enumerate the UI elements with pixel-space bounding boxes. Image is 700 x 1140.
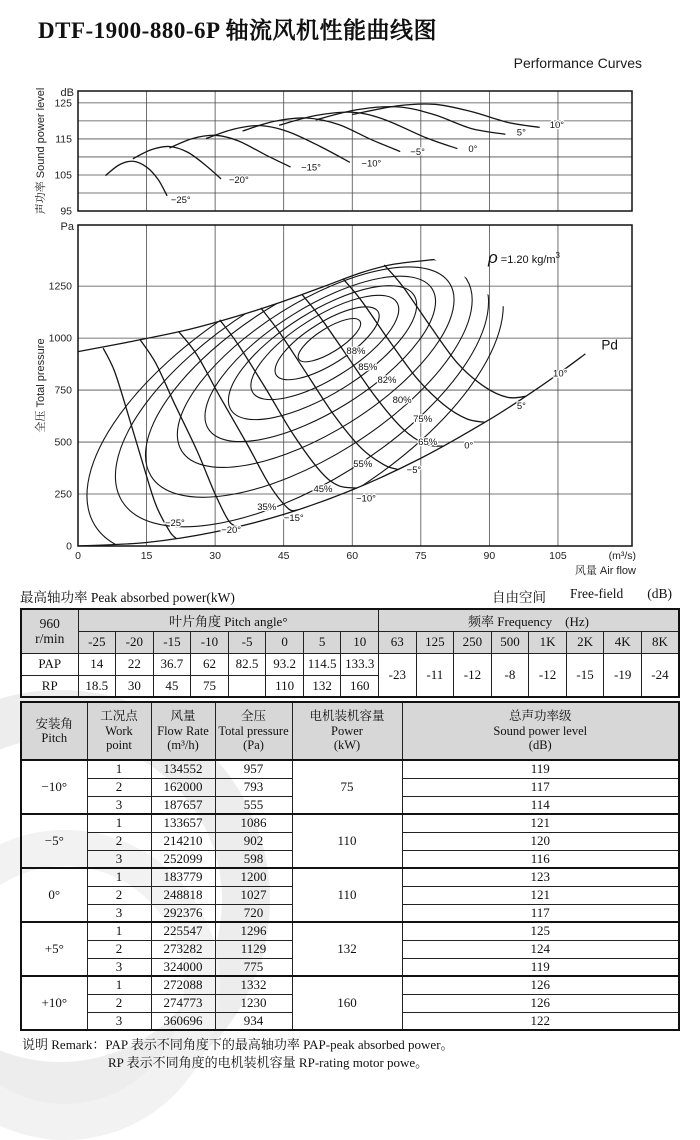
x-tick-label: 90	[483, 550, 496, 562]
flow-rate-cell: 273282	[151, 940, 215, 958]
frequency-band-col: 8K	[641, 631, 679, 653]
pressure-cell: 1129	[215, 940, 292, 958]
efficiency-label: 75%	[413, 414, 433, 426]
y-tick-label: 125	[54, 97, 72, 110]
y-tick-label: 105	[54, 169, 72, 182]
efficiency-label: 80%	[392, 394, 412, 406]
remark-label: 说明 Remark：	[22, 1037, 106, 1052]
curve-label: 5°	[516, 127, 526, 139]
pitch-angle-col: 0	[266, 631, 304, 653]
curve-label: −15°	[283, 513, 304, 525]
pap-value: 14	[78, 653, 116, 675]
work-point-cell: 3	[87, 904, 151, 922]
pressure-cell: 1086	[215, 814, 292, 832]
frequency-band-col: 250	[454, 631, 492, 653]
pap-value: 93.2	[266, 653, 304, 675]
remark-line-2: RP 表示不同角度的电机装机容量 RP-rating motor powe。	[108, 1055, 429, 1071]
pap-value: 22	[116, 653, 154, 675]
efficiency-label: 35%	[257, 502, 277, 514]
y-axis-unit: dB	[60, 87, 74, 99]
pitch-angle-col: -20	[116, 631, 154, 653]
frequency-correction-value: -11	[416, 653, 454, 697]
sound-level-cell: 123	[402, 868, 679, 886]
pitch-angle-col: 5	[303, 631, 341, 653]
flow-rate-cell: 272088	[151, 976, 215, 994]
flow-rate-cell: 292376	[151, 904, 215, 922]
x-tick-label: 45	[277, 550, 290, 562]
frequency-correction-value: -8	[491, 653, 529, 697]
x-axis-title: 风量 Air flow	[574, 565, 636, 577]
sound-curve	[105, 161, 167, 196]
y-tick-label: 750	[54, 384, 72, 397]
pap-value: 133.3	[341, 653, 379, 675]
work-point-cell: 1	[87, 922, 151, 940]
pressure-cell: 1332	[215, 976, 292, 994]
caption-row	[20, 586, 682, 606]
work-point-cell: 1	[87, 814, 151, 832]
sound-level-cell: 126	[402, 994, 679, 1012]
efficiency-label: 88%	[346, 346, 366, 358]
work-point-cell: 2	[87, 940, 151, 958]
total-pressure-chart	[33, 184, 636, 580]
frequency-band-col: 500	[491, 631, 529, 653]
pap-value: 36.7	[153, 653, 191, 675]
curve-label: 0°	[464, 440, 474, 452]
curve-label: −5°	[410, 146, 425, 158]
power-cell: 75	[292, 760, 402, 814]
efficiency-label: 65%	[418, 436, 438, 448]
pap-value: 82.5	[228, 653, 266, 675]
pitch-pressure-curve	[103, 348, 176, 538]
rp-value: 18.5	[78, 675, 116, 697]
x-tick-label: 30	[209, 550, 221, 562]
pressure-cell: 902	[215, 832, 292, 850]
pressure-cell: 1027	[215, 886, 292, 904]
work-point-cell: 2	[87, 994, 151, 1012]
column-header: 电机装机容量 Power (kW)	[292, 702, 402, 760]
work-point-cell: 3	[87, 850, 151, 868]
pressure-cell: 1230	[215, 994, 292, 1012]
x-axis-unit: (m³/s)	[608, 550, 636, 562]
curve-label: −25°	[170, 195, 191, 207]
y-tick-label: 250	[54, 488, 72, 501]
table-row	[21, 976, 679, 994]
flow-rate-cell: 162000	[151, 778, 215, 796]
work-point-cell: 1	[87, 868, 151, 886]
frequency-band-col: 63	[379, 631, 417, 653]
curve-label: −25°	[164, 518, 185, 530]
power-cell: 110	[292, 868, 402, 922]
curve-label: 0°	[468, 143, 478, 155]
frequency-correction-value: -15	[566, 653, 604, 697]
density-annotation: ρ =1.20 $kg/m^3$	[488, 248, 560, 267]
pitch-angle-col: 10	[341, 631, 379, 653]
work-point-cell: 2	[87, 886, 151, 904]
sound-level-cell: 121	[402, 886, 679, 904]
work-point-cell: 1	[87, 760, 151, 778]
pitch-pressure-curve	[140, 339, 238, 530]
pressure-cell: 934	[215, 1012, 292, 1030]
pap-value: 114.5	[303, 653, 341, 675]
frequency-correction-value: -23	[379, 653, 417, 697]
sound-curve	[133, 146, 221, 178]
dynamic-pressure-curve	[78, 354, 585, 546]
rp-value: 132	[303, 675, 341, 697]
pap-row-label: PAP	[21, 653, 78, 675]
curve-label: −20°	[228, 174, 249, 186]
pitch-angle-col: -15	[153, 631, 191, 653]
table-row	[21, 814, 679, 832]
performance-charts	[0, 78, 700, 580]
efficiency-label: 82%	[377, 375, 397, 387]
sound-level-cell: 119	[402, 760, 679, 778]
y-tick-label: 115	[55, 133, 72, 146]
flow-rate-cell: 187657	[151, 796, 215, 814]
column-header: 风量 Flow Rate (m³/h)	[151, 702, 215, 760]
column-header: 工况点 Work point	[87, 702, 151, 760]
remark-line-1: 说明 Remark：PAP 表示不同角度下的最高轴功率 PAP-peak absorbed power。	[22, 1037, 454, 1052]
pitch-pressure-curve	[261, 308, 398, 470]
power-cell: 110	[292, 814, 402, 868]
pressure-cell: 1296	[215, 922, 292, 940]
x-tick-label: 75	[414, 550, 427, 562]
pitch-cell: +5°	[21, 922, 87, 976]
curve-label: −5°	[406, 465, 422, 477]
table-row	[21, 922, 679, 940]
pressure-cell: 598	[215, 850, 292, 868]
sound-level-cell: 114	[402, 796, 679, 814]
curve-label: −10°	[356, 493, 376, 505]
flow-rate-cell: 252099	[151, 850, 215, 868]
pressure-cell: 1200	[215, 868, 292, 886]
sound-curve	[316, 107, 506, 135]
frequency-correction-value: -24	[641, 653, 679, 697]
curve-label: −10°	[361, 158, 382, 170]
frequency-correction-value: -12	[529, 653, 567, 697]
sound-level-cell: 117	[402, 778, 679, 796]
work-point-cell: 3	[87, 796, 151, 814]
work-point-cell: 1	[87, 976, 151, 994]
y-tick-label: 1000	[48, 332, 72, 345]
pitch-cell: 0°	[21, 868, 87, 922]
efficiency-label: 45%	[313, 483, 333, 495]
sound-level-cell: 119	[402, 958, 679, 976]
flow-rate-cell: 324000	[151, 958, 215, 976]
frequency-band-col: 125	[416, 631, 454, 653]
efficiency-label: 55%	[353, 458, 373, 470]
rp-value: 30	[116, 675, 154, 697]
pitch-cell: +10°	[21, 976, 87, 1030]
sound-level-cell: 120	[402, 832, 679, 850]
rp-value: 110	[266, 675, 304, 697]
pitch-angle-col: -10	[191, 631, 229, 653]
peak-power-caption: 最高轴功率 Peak absorbed power(kW)	[20, 590, 235, 605]
sound-level-cell: 121	[402, 814, 679, 832]
pressure-cell: 775	[215, 958, 292, 976]
pressure-cell: 793	[215, 778, 292, 796]
column-header: 总声功率级 Sound power level (dB)	[402, 702, 679, 760]
work-point-cell: 3	[87, 1012, 151, 1030]
rp-value	[228, 675, 266, 697]
sound-level-cell: 117	[402, 904, 679, 922]
sound-curve	[169, 135, 290, 167]
rpm-cell: 960 r/min	[21, 609, 78, 653]
flow-rate-cell: 360696	[151, 1012, 215, 1030]
pitch-angle-header: 叶片角度 Pitch angle°	[78, 609, 379, 631]
caption-free-space-cn: 自由空间	[492, 590, 547, 605]
y-tick-label: 0	[66, 540, 72, 553]
table-row	[21, 760, 679, 778]
sound-power-chart	[33, 87, 632, 218]
pap-value: 62	[191, 653, 229, 675]
curve-label: 10°	[549, 119, 565, 131]
sound-level-cell: 124	[402, 940, 679, 958]
sound-level-cell: 125	[402, 922, 679, 940]
rp-row-label: RP	[21, 675, 78, 697]
rp-value: 45	[153, 675, 191, 697]
sound-curve	[279, 112, 457, 149]
column-header: 全压 Total pressure (Pa)	[215, 702, 292, 760]
curve-label: −15°	[301, 162, 321, 174]
caption-free-field-en: Free-field	[570, 586, 624, 601]
rp-value: 160	[341, 675, 379, 697]
curve-label: −20°	[221, 525, 242, 537]
flow-rate-cell: 214210	[151, 832, 215, 850]
flow-rate-cell: 225547	[151, 922, 215, 940]
pd-label: Pd	[601, 337, 618, 353]
y-axis-unit: Pa	[60, 221, 74, 233]
frequency-band-col: 1K	[529, 631, 567, 653]
flow-rate-cell: 134552	[151, 760, 215, 778]
frequency-correction-value: -19	[604, 653, 642, 697]
pressure-cell: 957	[215, 760, 292, 778]
x-tick-label: 0	[75, 550, 81, 562]
pitch-cell: −5°	[21, 814, 87, 868]
work-point-cell: 2	[87, 778, 151, 796]
curve-label: 10°	[553, 368, 568, 380]
work-point-cell: 2	[87, 832, 151, 850]
y-axis-title: 全压 Total pressure	[35, 338, 47, 433]
remark-block	[22, 1036, 454, 1072]
y-tick-label: 95	[60, 205, 72, 218]
sound-level-cell: 122	[402, 1012, 679, 1030]
pitch-cell: −10°	[21, 760, 87, 814]
caption-db-unit: (dB)	[647, 586, 672, 601]
pitch-angle-col: -25	[78, 631, 116, 653]
x-tick-label: 60	[346, 550, 359, 562]
pressure-cell: 720	[215, 904, 292, 922]
table-row	[21, 868, 679, 886]
power-cell: 160	[292, 976, 402, 1030]
column-header: 安装角 Pitch	[21, 702, 87, 760]
curve-label: 5°	[516, 400, 526, 412]
x-tick-label: 15	[140, 550, 153, 562]
flow-rate-cell: 183779	[151, 868, 215, 886]
work-point-cell: 3	[87, 958, 151, 976]
frequency-header: 频率 Frequency (Hz)	[379, 609, 680, 631]
pitch-angle-col: -5	[228, 631, 266, 653]
operating-points-table	[20, 701, 680, 1031]
rp-value: 75	[191, 675, 229, 697]
frequency-band-col: 2K	[566, 631, 604, 653]
flow-rate-cell: 248818	[151, 886, 215, 904]
page-title: DTF-1900-880-6P 轴流风机性能曲线图	[38, 18, 438, 43]
power-cell: 132	[292, 922, 402, 976]
flow-rate-cell: 133657	[151, 814, 215, 832]
subtitle-performance-curves: Performance Curves	[513, 55, 642, 71]
efficiency-contour	[147, 228, 484, 506]
y-axis-title: 声功率 Sound power level	[35, 87, 47, 215]
sound-level-cell: 116	[402, 850, 679, 868]
sound-level-cell: 126	[402, 976, 679, 994]
free-field-caption	[492, 586, 682, 606]
pressure-cell: 555	[215, 796, 292, 814]
frequency-correction-value: -12	[454, 653, 492, 697]
chart-frame	[78, 225, 632, 546]
y-tick-label: 500	[54, 436, 72, 449]
efficiency-contour	[293, 311, 367, 370]
x-tick-label: 105	[549, 550, 567, 562]
efficiency-label: 85%	[358, 362, 378, 374]
peak-power-table	[20, 608, 680, 698]
y-tick-label: 1250	[48, 280, 72, 293]
frequency-band-col: 4K	[604, 631, 642, 653]
flow-rate-cell: 274773	[151, 994, 215, 1012]
